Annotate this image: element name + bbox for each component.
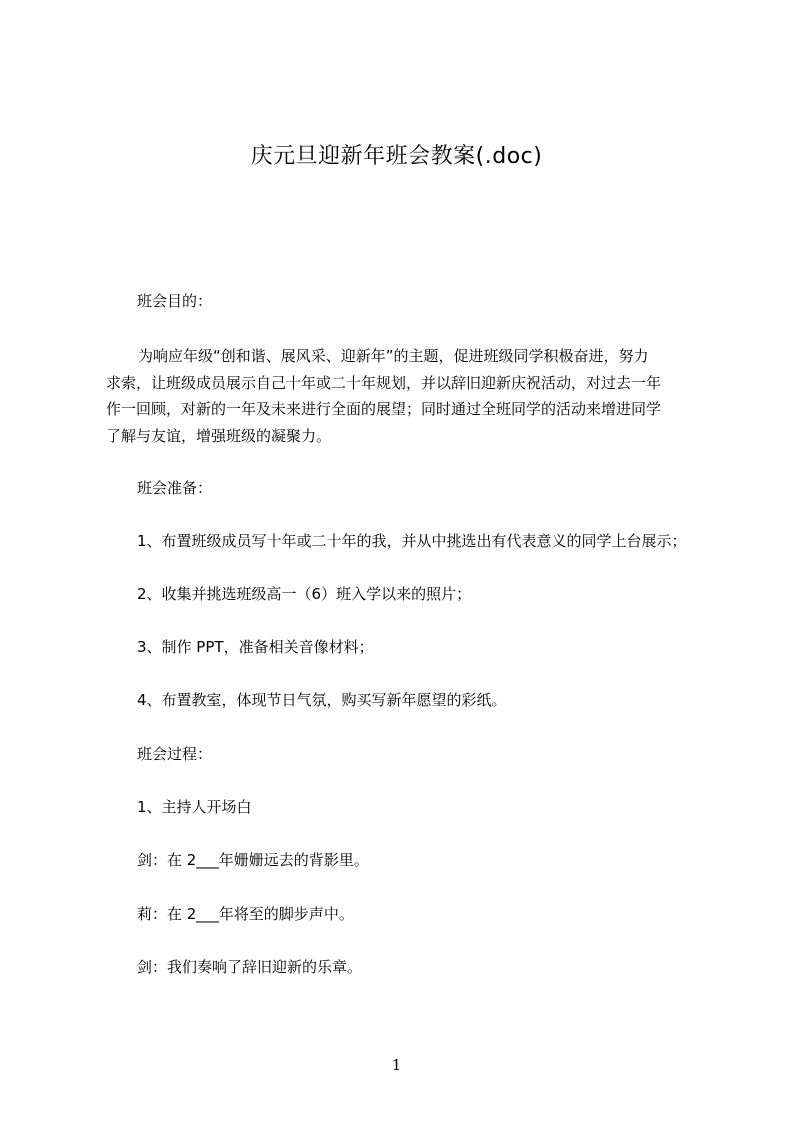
prep-item: 2、收集并挑选班级高一（6）班入学以来的照片；	[137, 585, 472, 603]
purpose-line: 作一回顾，对新的一年及未来进行全面的展望；同时通过全班同学的活动来增进同学	[106, 400, 662, 418]
process-heading: 班会过程：	[137, 745, 213, 763]
prep-heading: 班会准备：	[137, 479, 213, 497]
purpose-paragraph	[106, 343, 716, 449]
process-item: 莉：在 2___年将至的脚步声中。	[137, 905, 354, 923]
purpose-line: 为响应年级“创和谐、展风采、迎新年”的主题，促进班级同学积极奋进，努力	[138, 347, 649, 365]
prep-item: 4、布置教室，体现节日气氛，购买写新年愿望的彩纸。	[137, 691, 507, 709]
prep-item: 1、布置班级成员写十年或二十年的我，并从中挑选出有代表意义的同学上台展示；	[137, 532, 687, 550]
process-item: 剑：在 2___年姗姗远去的背影里。	[137, 851, 369, 869]
page-number: 1	[391, 1056, 402, 1074]
document-title: 庆元旦迎新年班会教案(.doc)	[250, 144, 543, 169]
purpose-line: 求索，让班级成员展示自己十年或二十年规划，并以辞旧迎新庆祝活动，对过去一年	[106, 373, 662, 392]
purpose-heading: 班会目的：	[137, 292, 213, 310]
process-item: 剑：我们奏响了辞旧迎新的乐章。	[137, 958, 363, 976]
purpose-line: 了解与友谊，增强班级的凝聚力。	[106, 426, 332, 445]
prep-item: 3、制作 PPT，准备相关音像材料；	[137, 638, 374, 656]
process-item: 1、主持人开场白	[137, 798, 252, 816]
